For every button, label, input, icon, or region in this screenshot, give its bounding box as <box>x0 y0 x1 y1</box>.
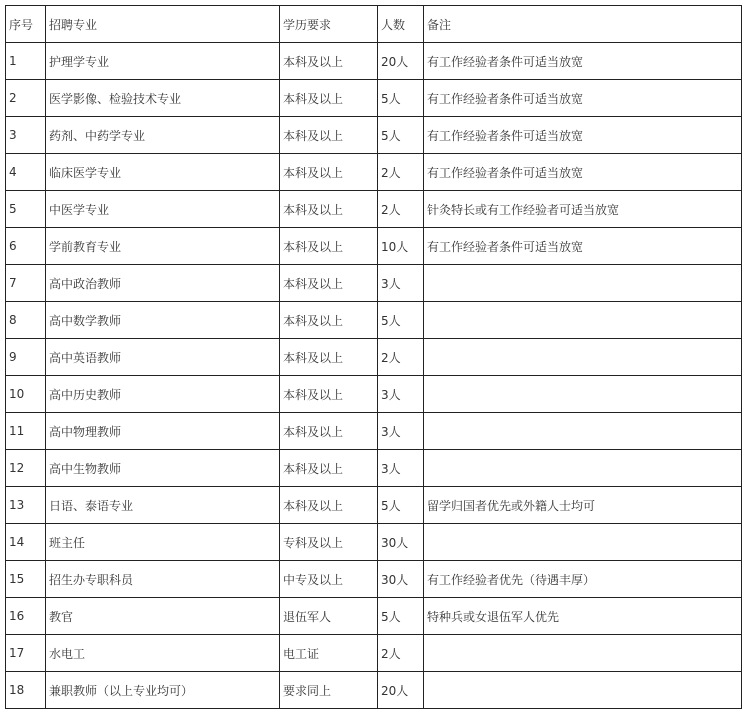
cell-count: 5人 <box>378 487 424 524</box>
table-row <box>6 635 742 672</box>
cell-notes <box>424 376 742 413</box>
header-index: 序号 <box>6 6 46 43</box>
cell-notes <box>424 635 742 672</box>
recruitment-table <box>5 5 742 709</box>
cell-major: 临床医学专业 <box>46 154 280 191</box>
table-row <box>6 339 742 376</box>
table-row <box>6 413 742 450</box>
cell-major: 学前教育专业 <box>46 228 280 265</box>
cell-index: 10 <box>6 376 46 413</box>
cell-index: 9 <box>6 339 46 376</box>
cell-index: 15 <box>6 561 46 598</box>
cell-notes: 有工作经验者条件可适当放宽 <box>424 154 742 191</box>
cell-education: 本科及以上 <box>280 376 378 413</box>
cell-index: 13 <box>6 487 46 524</box>
table-row <box>6 117 742 154</box>
cell-notes <box>424 672 742 709</box>
cell-notes: 有工作经验者条件可适当放宽 <box>424 43 742 80</box>
cell-education: 专科及以上 <box>280 524 378 561</box>
cell-education: 本科及以上 <box>280 302 378 339</box>
cell-index: 8 <box>6 302 46 339</box>
cell-major: 医学影像、检验技术专业 <box>46 80 280 117</box>
cell-education: 本科及以上 <box>280 154 378 191</box>
cell-count: 3人 <box>378 450 424 487</box>
cell-major: 班主任 <box>46 524 280 561</box>
cell-count: 5人 <box>378 598 424 635</box>
cell-education: 本科及以上 <box>280 43 378 80</box>
cell-education: 本科及以上 <box>280 413 378 450</box>
cell-education: 中专及以上 <box>280 561 378 598</box>
cell-index: 3 <box>6 117 46 154</box>
cell-index: 5 <box>6 191 46 228</box>
table-header-row <box>6 6 742 43</box>
cell-index: 18 <box>6 672 46 709</box>
cell-notes: 有工作经验者优先（待遇丰厚） <box>424 561 742 598</box>
cell-count: 2人 <box>378 154 424 191</box>
cell-notes <box>424 413 742 450</box>
cell-index: 7 <box>6 265 46 302</box>
cell-count: 2人 <box>378 339 424 376</box>
cell-education: 要求同上 <box>280 672 378 709</box>
table-row <box>6 450 742 487</box>
cell-education: 本科及以上 <box>280 191 378 228</box>
cell-count: 10人 <box>378 228 424 265</box>
cell-index: 16 <box>6 598 46 635</box>
cell-major: 药剂、中药学专业 <box>46 117 280 154</box>
table-row <box>6 228 742 265</box>
cell-education: 本科及以上 <box>280 265 378 302</box>
cell-major: 兼职教师（以上专业均可） <box>46 672 280 709</box>
cell-notes <box>424 339 742 376</box>
table-row <box>6 302 742 339</box>
cell-major: 高中历史教师 <box>46 376 280 413</box>
cell-index: 4 <box>6 154 46 191</box>
cell-education: 本科及以上 <box>280 228 378 265</box>
cell-education: 本科及以上 <box>280 450 378 487</box>
table-row <box>6 672 742 709</box>
cell-education: 退伍军人 <box>280 598 378 635</box>
table-row <box>6 524 742 561</box>
cell-count: 3人 <box>378 265 424 302</box>
header-notes: 备注 <box>424 6 742 43</box>
cell-index: 2 <box>6 80 46 117</box>
cell-notes: 有工作经验者条件可适当放宽 <box>424 80 742 117</box>
cell-count: 20人 <box>378 672 424 709</box>
table-row <box>6 376 742 413</box>
table-row <box>6 191 742 228</box>
cell-count: 20人 <box>378 43 424 80</box>
cell-major: 水电工 <box>46 635 280 672</box>
cell-major: 高中英语教师 <box>46 339 280 376</box>
table-row <box>6 43 742 80</box>
cell-notes: 有工作经验者条件可适当放宽 <box>424 117 742 154</box>
cell-notes <box>424 265 742 302</box>
cell-major: 日语、泰语专业 <box>46 487 280 524</box>
cell-major: 高中生物教师 <box>46 450 280 487</box>
cell-index: 1 <box>6 43 46 80</box>
cell-major: 高中政治教师 <box>46 265 280 302</box>
cell-index: 17 <box>6 635 46 672</box>
cell-index: 6 <box>6 228 46 265</box>
cell-major: 高中物理教师 <box>46 413 280 450</box>
cell-notes <box>424 524 742 561</box>
cell-major: 护理学专业 <box>46 43 280 80</box>
cell-notes <box>424 302 742 339</box>
cell-count: 5人 <box>378 80 424 117</box>
cell-count: 5人 <box>378 302 424 339</box>
cell-education: 本科及以上 <box>280 117 378 154</box>
cell-education: 电工证 <box>280 635 378 672</box>
cell-major: 招生办专职科员 <box>46 561 280 598</box>
cell-major: 中医学专业 <box>46 191 280 228</box>
cell-education: 本科及以上 <box>280 80 378 117</box>
cell-count: 3人 <box>378 376 424 413</box>
cell-count: 2人 <box>378 191 424 228</box>
cell-notes: 特种兵或女退伍军人优先 <box>424 598 742 635</box>
cell-notes <box>424 450 742 487</box>
cell-notes: 留学归国者优先或外籍人士均可 <box>424 487 742 524</box>
cell-education: 本科及以上 <box>280 339 378 376</box>
table-row <box>6 265 742 302</box>
cell-notes: 针灸特长或有工作经验者可适当放宽 <box>424 191 742 228</box>
cell-count: 3人 <box>378 413 424 450</box>
cell-count: 30人 <box>378 524 424 561</box>
table-row <box>6 80 742 117</box>
header-education: 学历要求 <box>280 6 378 43</box>
table-row <box>6 154 742 191</box>
header-major: 招聘专业 <box>46 6 280 43</box>
cell-major: 教官 <box>46 598 280 635</box>
cell-major: 高中数学教师 <box>46 302 280 339</box>
header-count: 人数 <box>378 6 424 43</box>
table-row <box>6 487 742 524</box>
cell-index: 12 <box>6 450 46 487</box>
cell-education: 本科及以上 <box>280 487 378 524</box>
cell-count: 2人 <box>378 635 424 672</box>
table-row <box>6 598 742 635</box>
table-row <box>6 561 742 598</box>
cell-index: 11 <box>6 413 46 450</box>
table-body <box>6 43 742 709</box>
cell-count: 30人 <box>378 561 424 598</box>
cell-notes: 有工作经验者条件可适当放宽 <box>424 228 742 265</box>
cell-index: 14 <box>6 524 46 561</box>
cell-count: 5人 <box>378 117 424 154</box>
